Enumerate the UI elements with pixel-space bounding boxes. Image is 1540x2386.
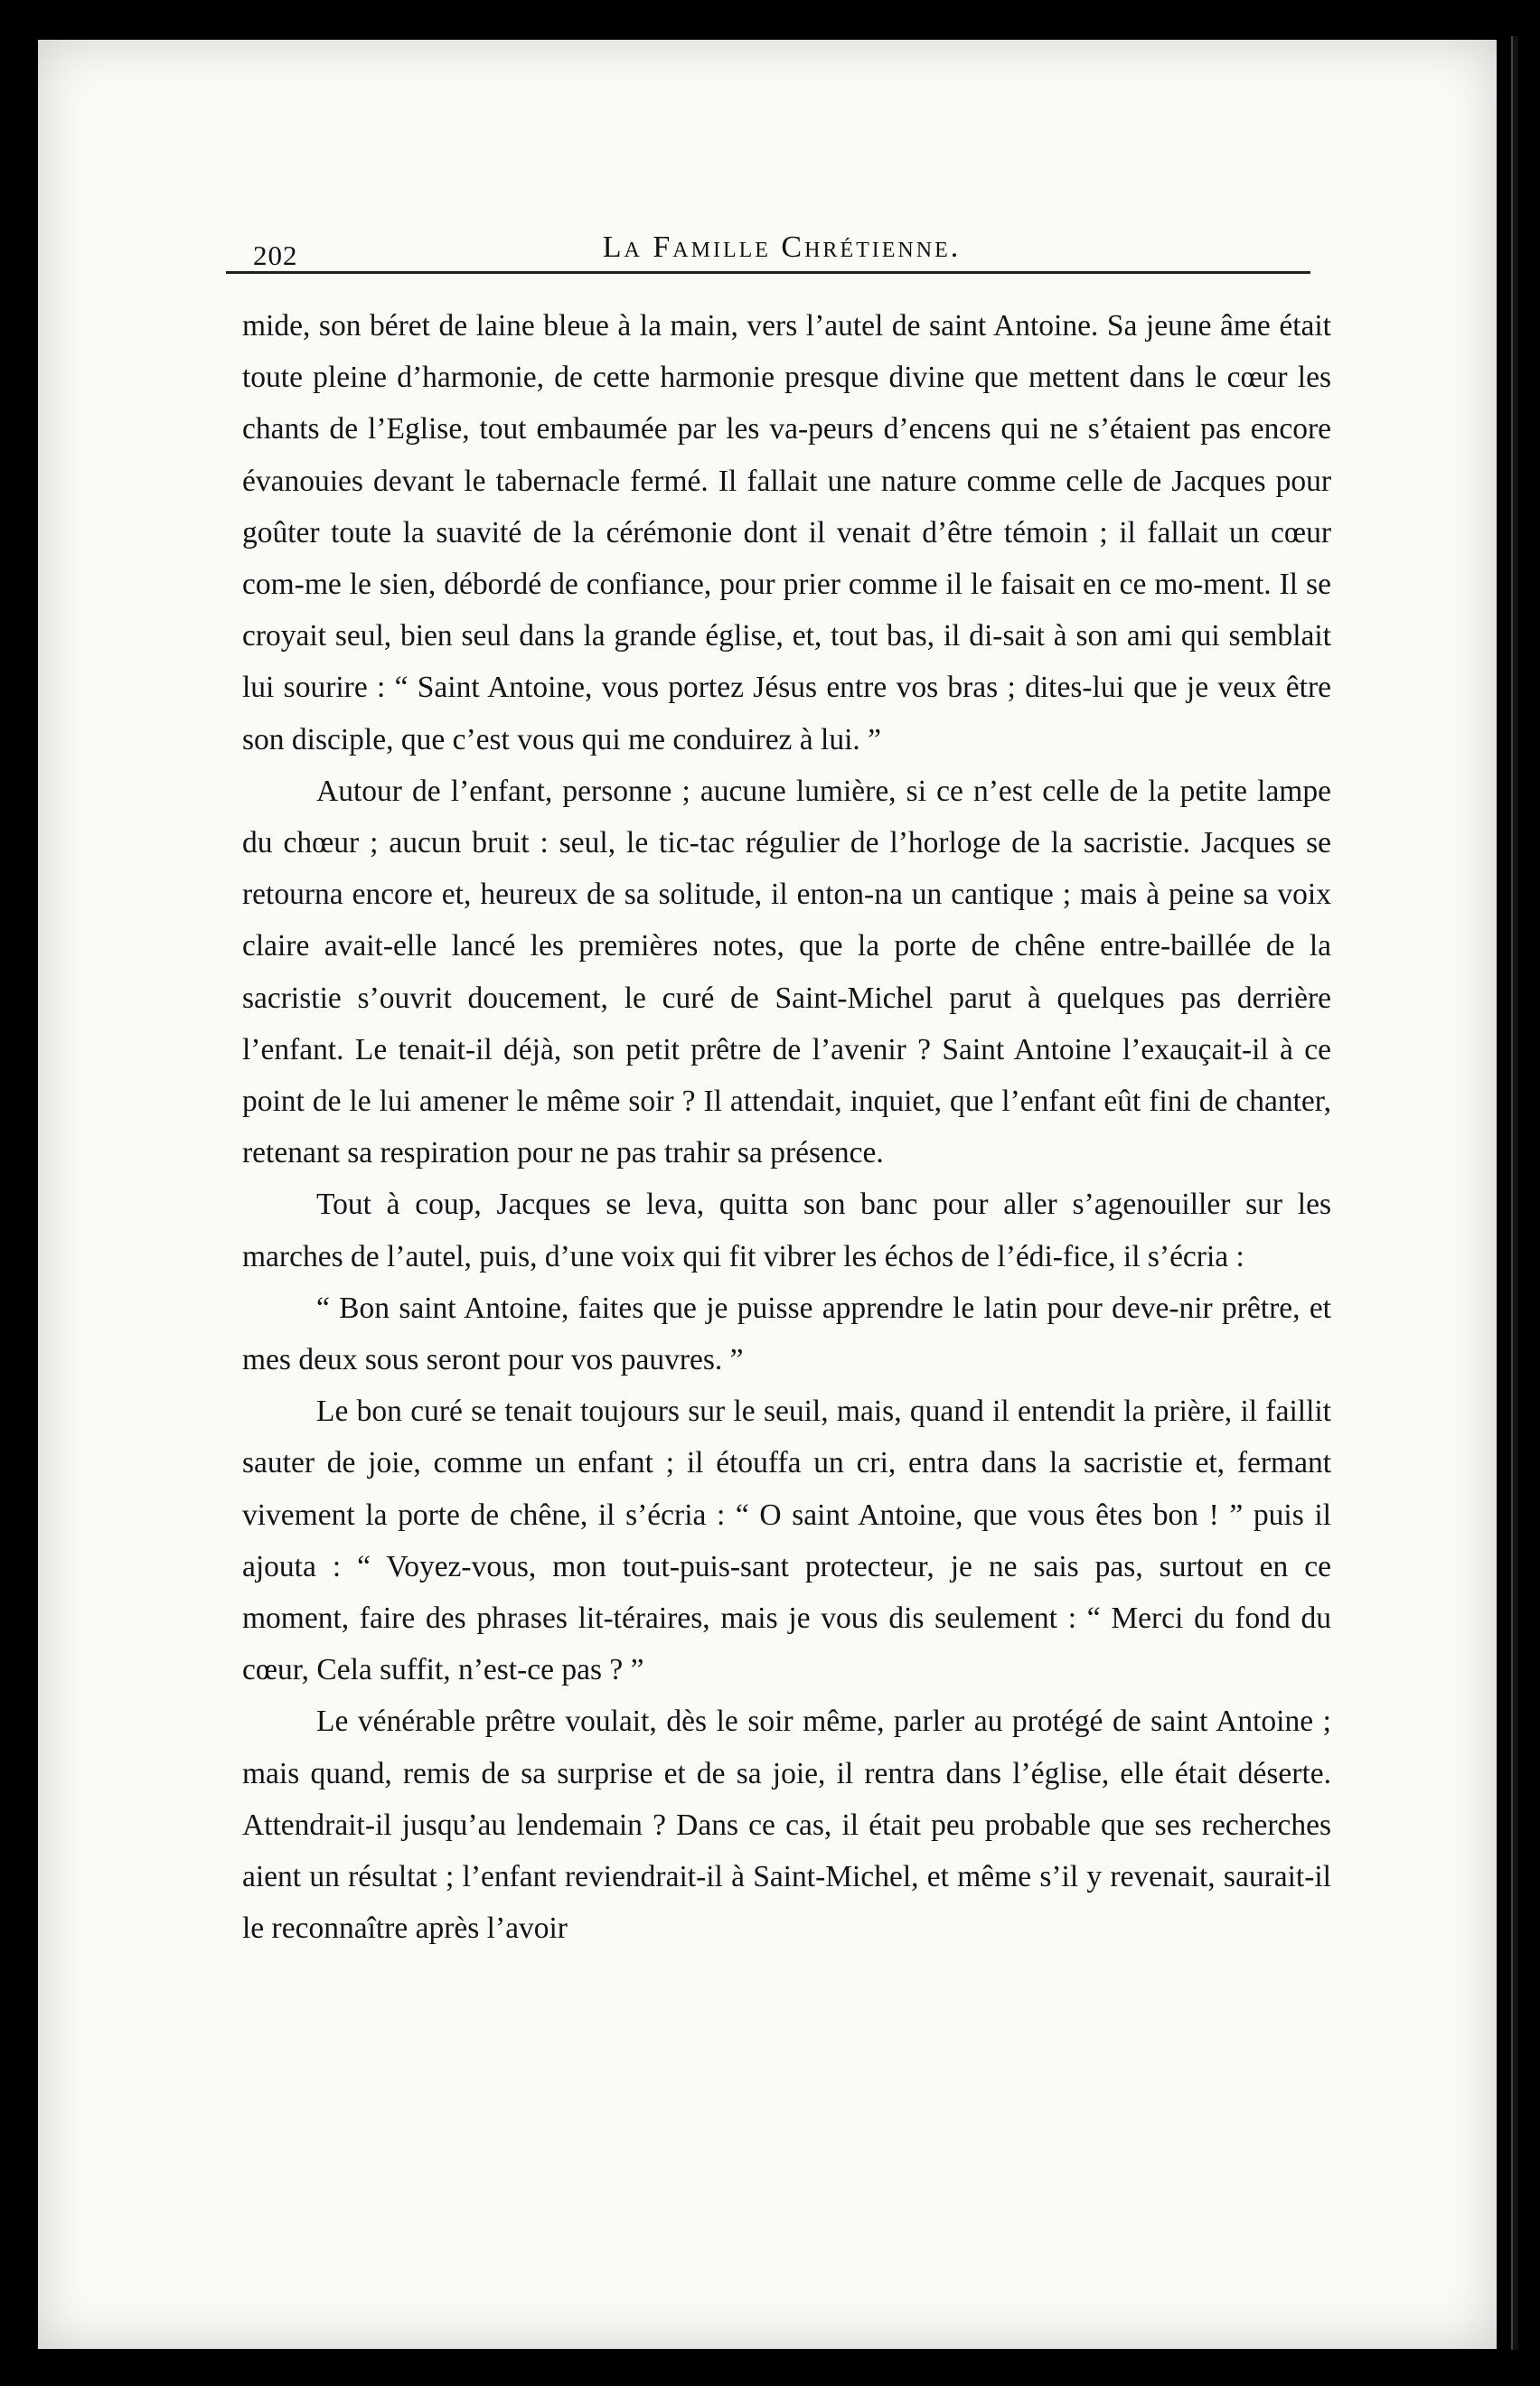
paragraph: “ Bon saint Antoine, faites que je puisse apprendre le latin pour deve-nir prêtre, et mes deux sous seront pour vos pauvres. ” [242,1291,1331,1377]
running-title: La Famille Chrétienne. [602,230,962,264]
page-edge-shadow [1511,36,1518,2350]
paragraph: Le vénérable prêtre voulait, dès le soir même, parler au protégé de saint Antoine ; mais quand, remis de sa surprise et de sa joie, il rentra dans l’église, elle était déserte. Attendrait-il jusqu’au lendemain ? Dans ce cas, il était peu probable que ses recherches aient un résultat ; l’enfant reviendrait-il à Saint-Michel, et même s’il y revenait, saurait-il le reconnaître après l’avoir [242,1705,1331,1946]
body-text [242,300,1331,1955]
paragraph: Tout à coup, Jacques se leva, quitta son banc pour aller s’agenouiller sur les marches de l’autel, puis, d’une voix qui fit vibrer les échos de l’édi-fice, il s’écria : [242,1188,1331,1273]
paragraph: Autour de l’enfant, personne ; aucune lumière, si ce n’est celle de la petite lampe du chœur ; aucun bruit : seul, le tic-tac régulier de l’horloge de la sacristie. Jacques se retourna encore et, heureux de sa solitude, il enton-na un cantique ; mais à peine sa voix claire avait-elle lancé les premières notes, que la porte de chêne entre-baillée de la sacristie s’ouvrit doucement, le curé de Saint-Michel parut à quelques pas derrière l’enfant. Le tenait-il déjà, son petit prêtre de l’avenir ? Saint Antoine l’exauçait-il à ce point de le lui amener le même soir ? Il attendait, inquiet, que l’enfant eût fini de chanter, retenant sa respiration pour ne pas trahir sa présence. [242,774,1331,1170]
paragraph: Le bon curé se tenait toujours sur le seuil, mais, quand il entendit la prière, il faillit sauter de joie, comme un enfant ; il étouffa un cri, entra dans la sacristie et, fermant vivement la porte de chêne, il s’écria : “ O saint Antoine, que vous êtes bon ! ” puis il ajouta : “ Voyez-vous, mon tout-puis-sant protecteur, je ne sais pas, surtout en ce moment, faire des phrases lit-téraires, mais je vous dis seulement : “ Merci du fond du cœur, Cela suffit, n’est-ce pas ? ” [242,1395,1331,1687]
page-header [253,230,1310,285]
page-number: 202 [253,240,298,271]
header-rule [226,271,1310,274]
paragraph: mide, son béret de laine bleue à la main, vers l’autel de saint Antoine. Sa jeune âme était toute pleine d’harmonie, de cette harmonie presque divine que mettent dans le cœur les chants de l’Eglise, tout embaumée par les va-peurs d’encens qui ne s’étaient pas encore évanouies devant le tabernacle fermé. Il fallait une nature comme celle de Jacques pour goûter toute la suavité de la cérémonie dont il venait d’être témoin ; il fallait un cœur com-me le sien, débordé de confiance, pour prier comme il le faisait en ce mo-ment. Il se croyait seul, bien seul dans la grande église, et, tout bas, il di-sait à son ami qui semblait lui sourire : “ Saint Antoine, vous portez Jésus entre vos bras ; dites-lui que je veux être son disciple, que c’est vous qui me conduirez à lui. ” [242,309,1331,756]
